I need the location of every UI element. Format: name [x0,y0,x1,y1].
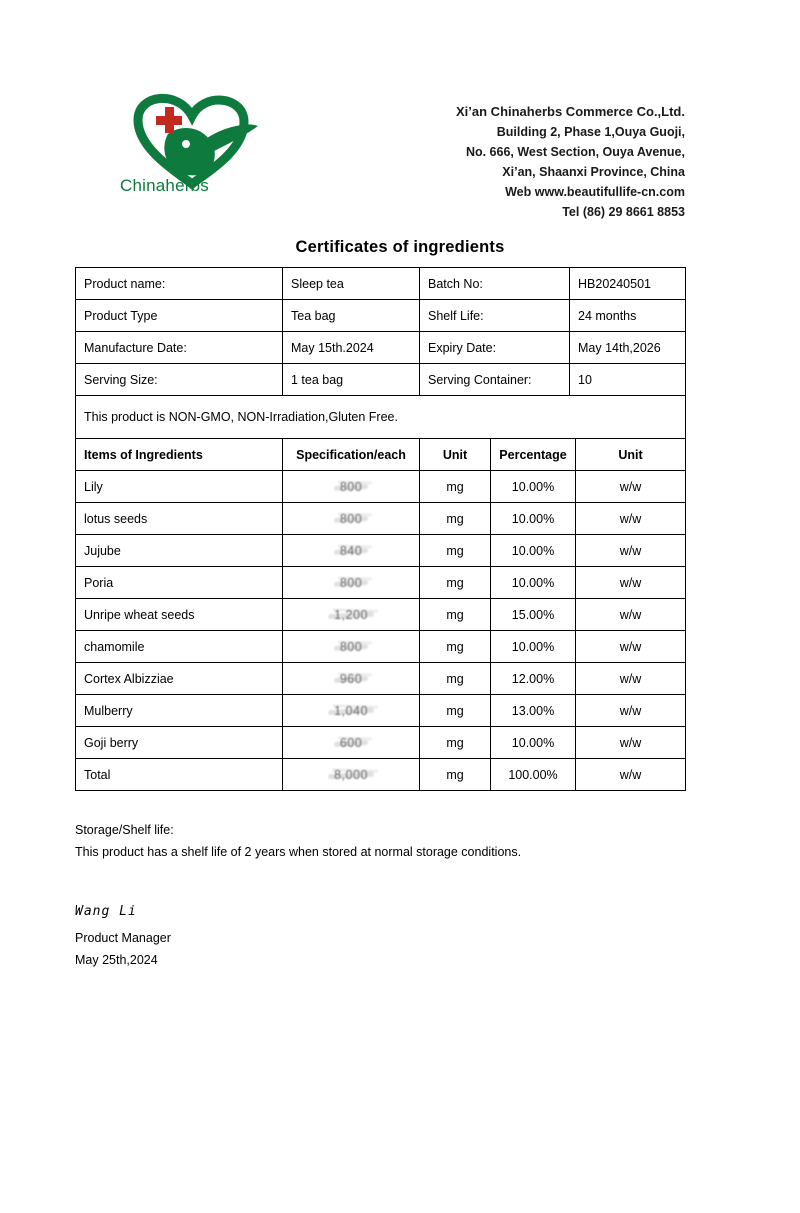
storage-section [75,819,800,863]
column-header-items: Items of Ingredients [76,439,283,471]
spec-value: 840 [339,543,363,558]
ingredient-unit-2: w/w [576,631,686,663]
ingredients-table [75,438,686,791]
ingredient-specification [283,663,420,695]
ingredient-unit: mg [420,471,491,503]
total-unit-2: w/w [576,759,686,791]
info-label: Serving Container: [420,364,570,396]
info-value: Tea bag [283,300,420,332]
ingredient-unit: mg [420,695,491,727]
company-address-line-3: Xi’an, Shaanxi Province, China [502,165,685,179]
ingredient-name: chamomile [76,631,283,663]
ingredient-percentage: 10.00% [491,567,576,599]
info-value: May 15th.2024 [283,332,420,364]
info-label: Shelf Life: [420,300,570,332]
spec-value: 800 [339,479,363,494]
column-header-unit-2: Unit [576,439,686,471]
ingredient-unit: mg [420,567,491,599]
document-page [0,82,800,1213]
ingredient-specification [283,567,420,599]
table-row-total [76,759,686,791]
document-header [0,82,800,232]
storage-text: This product has a shelf life of 2 years when stored at normal storage conditions. [75,845,522,859]
total-label: Total [76,759,283,791]
logo-wordmark: Chinaherbs [120,176,209,195]
ingredient-unit-2: w/w [576,471,686,503]
table-row [76,663,686,695]
spec-value: 800 [339,639,363,654]
company-logo [108,82,308,212]
info-label: Product Type [76,300,283,332]
ingredient-unit-2: w/w [576,695,686,727]
company-address-block [456,102,685,222]
spec-value: 1,040 [334,703,368,718]
spec-value: 600 [339,735,363,750]
ingredient-name: Lily [76,471,283,503]
ingredient-specification [283,535,420,567]
table-row [76,300,686,332]
ingredient-specification [283,599,420,631]
company-name: Xi’an Chinaherbs Commerce Co.,Ltd. [456,104,685,119]
total-percentage: 100.00% [491,759,576,791]
table-row [76,268,686,300]
company-address-line-1: Building 2, Phase 1,Ouya Guoji, [496,125,685,139]
info-value: May 14th,2026 [570,332,686,364]
info-value: 1 tea bag [283,364,420,396]
ingredient-percentage: 10.00% [491,535,576,567]
table-row [76,695,686,727]
info-value: 24 months [570,300,686,332]
product-info-table [75,267,686,439]
ingredient-unit-2: w/w [576,503,686,535]
company-address-line-2: No. 666, West Section, Ouya Avenue, [465,145,685,159]
signoff-section [75,901,800,971]
ingredient-unit-2: w/w [576,663,686,695]
table-row [76,332,686,364]
ingredient-unit-2: w/w [576,727,686,759]
page-title: Certificates of ingredients [295,238,505,256]
table-row [76,727,686,759]
ingredient-percentage: 13.00% [491,695,576,727]
info-label: Expiry Date: [420,332,570,364]
spec-value: 800 [339,511,363,526]
table-header-row [76,439,686,471]
table-row [76,364,686,396]
spec-value: 800 [339,575,363,590]
storage-heading: Storage/Shelf life: [75,823,174,837]
info-label: Serving Size: [76,364,283,396]
ingredient-name: Mulberry [76,695,283,727]
info-label: Manufacture Date: [76,332,283,364]
column-header-percentage: Percentage [491,439,576,471]
spec-value: 960 [339,671,363,686]
company-telephone: Tel (86) 29 8661 8853 [562,205,685,219]
ingredient-name: Cortex Albizziae [76,663,283,695]
ingredient-unit-2: w/w [576,535,686,567]
ingredient-unit: mg [420,535,491,567]
signer-role: Product Manager [75,931,171,945]
ingredient-specification [283,471,420,503]
ingredient-name: Poria [76,567,283,599]
info-label: Batch No: [420,268,570,300]
ingredient-specification [283,631,420,663]
ingredient-specification [283,503,420,535]
info-value: HB20240501 [570,268,686,300]
ingredient-unit: mg [420,663,491,695]
table-row [76,631,686,663]
spec-value: 8,000 [334,767,368,782]
ingredient-percentage: 10.00% [491,503,576,535]
signature: Wang Li [75,904,137,919]
ingredient-name: Unripe wheat seeds [76,599,283,631]
table-row [76,503,686,535]
ingredient-specification [283,695,420,727]
table-row [76,567,686,599]
info-label: Product name: [76,268,283,300]
ingredient-unit-2: w/w [576,567,686,599]
table-row-note [76,396,686,439]
ingredient-name: lotus seeds [76,503,283,535]
ingredient-unit: mg [420,727,491,759]
ingredient-unit-2: w/w [576,599,686,631]
ingredient-unit: mg [420,599,491,631]
spec-value: 1,200 [334,607,368,622]
total-specification [283,759,420,791]
table-row [76,599,686,631]
ingredient-percentage: 10.00% [491,471,576,503]
info-value: Sleep tea [283,268,420,300]
company-website: Web www.beautifullife-cn.com [505,185,685,199]
table-row [76,535,686,567]
info-value: 10 [570,364,686,396]
signoff-date: May 25th,2024 [75,953,158,967]
ingredient-name: Goji berry [76,727,283,759]
non-gmo-note: This product is NON-GMO, NON-Irradiation,Gluten Free. [76,396,686,439]
column-header-specification: Specification/each [283,439,420,471]
ingredient-percentage: 10.00% [491,727,576,759]
ingredient-percentage: 10.00% [491,631,576,663]
ingredient-unit: mg [420,631,491,663]
ingredient-unit: mg [420,503,491,535]
column-header-unit-1: Unit [420,439,491,471]
ingredient-percentage: 15.00% [491,599,576,631]
ingredient-name: Jujube [76,535,283,567]
ingredient-percentage: 12.00% [491,663,576,695]
table-row [76,471,686,503]
ingredient-specification [283,727,420,759]
total-unit: mg [420,759,491,791]
